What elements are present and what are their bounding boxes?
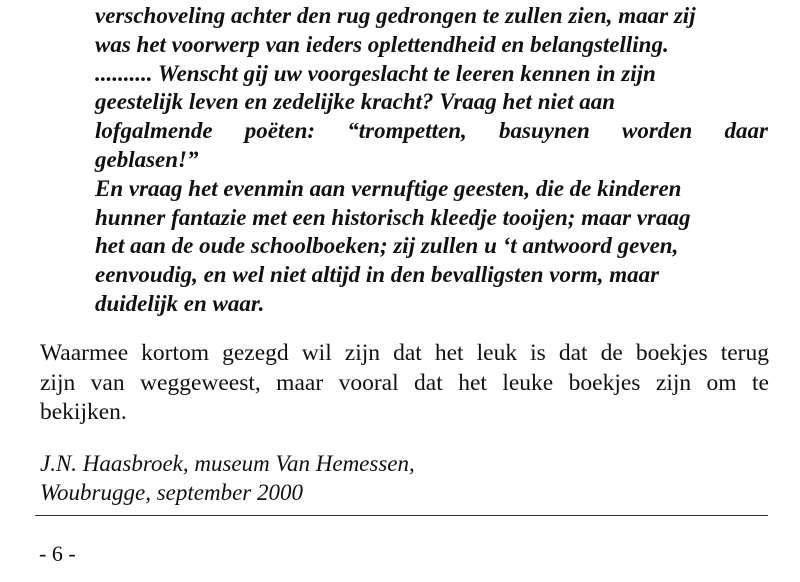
body-paragraph — [40, 339, 769, 428]
body-line: bekijken. — [40, 399, 127, 425]
quote-line: geblasen!” — [95, 146, 199, 172]
quote-line: .......... Wenscht gij uw voorgeslacht te leeren kennen in zijn — [95, 60, 656, 86]
quoted-passage — [95, 2, 768, 319]
quote-line: geestelijk leven en zedelijke kracht? Vraag het niet aan — [95, 89, 616, 115]
signature-line: J.N. Haasbroek, museum Van Hemessen, — [40, 451, 415, 476]
quote-line: het aan de oude schoolboeken; zij zullen u ‘t antwoord geven, — [95, 233, 679, 259]
quote-line: En vraag het evenmin aan vernuftige geesten, die de kinderen — [95, 175, 682, 201]
footer-divider — [35, 515, 768, 516]
body-line: Waarmee kortom gezegd wil zijn dat het leuk is dat de boekjes terug — [40, 340, 769, 366]
signature-line: Woubrugge, september 2000 — [40, 480, 303, 505]
quote-line: lofgalmende poëten: “trompetten, basuynen worden daar — [95, 118, 768, 144]
body-line: zijn van weggeweest, maar vooral dat het leuke boekjes zijn om te — [40, 369, 769, 396]
quote-line: was het voorwerp van ieders oplettendheid en belangstelling. — [95, 31, 669, 57]
signature-block — [40, 449, 415, 507]
page-number: - 6 - — [39, 541, 76, 566]
quote-line: eenvoudig, en wel niet altijd in den bevalligsten vorm, maar — [95, 262, 660, 288]
quote-line: hunner fantazie met een historisch kleedje tooijen; maar vraag — [95, 204, 691, 230]
quote-line: verschoveling achter den rug gedrongen te zullen zien, maar zij — [95, 3, 696, 28]
quote-line: duidelijk en waar. — [95, 290, 265, 316]
